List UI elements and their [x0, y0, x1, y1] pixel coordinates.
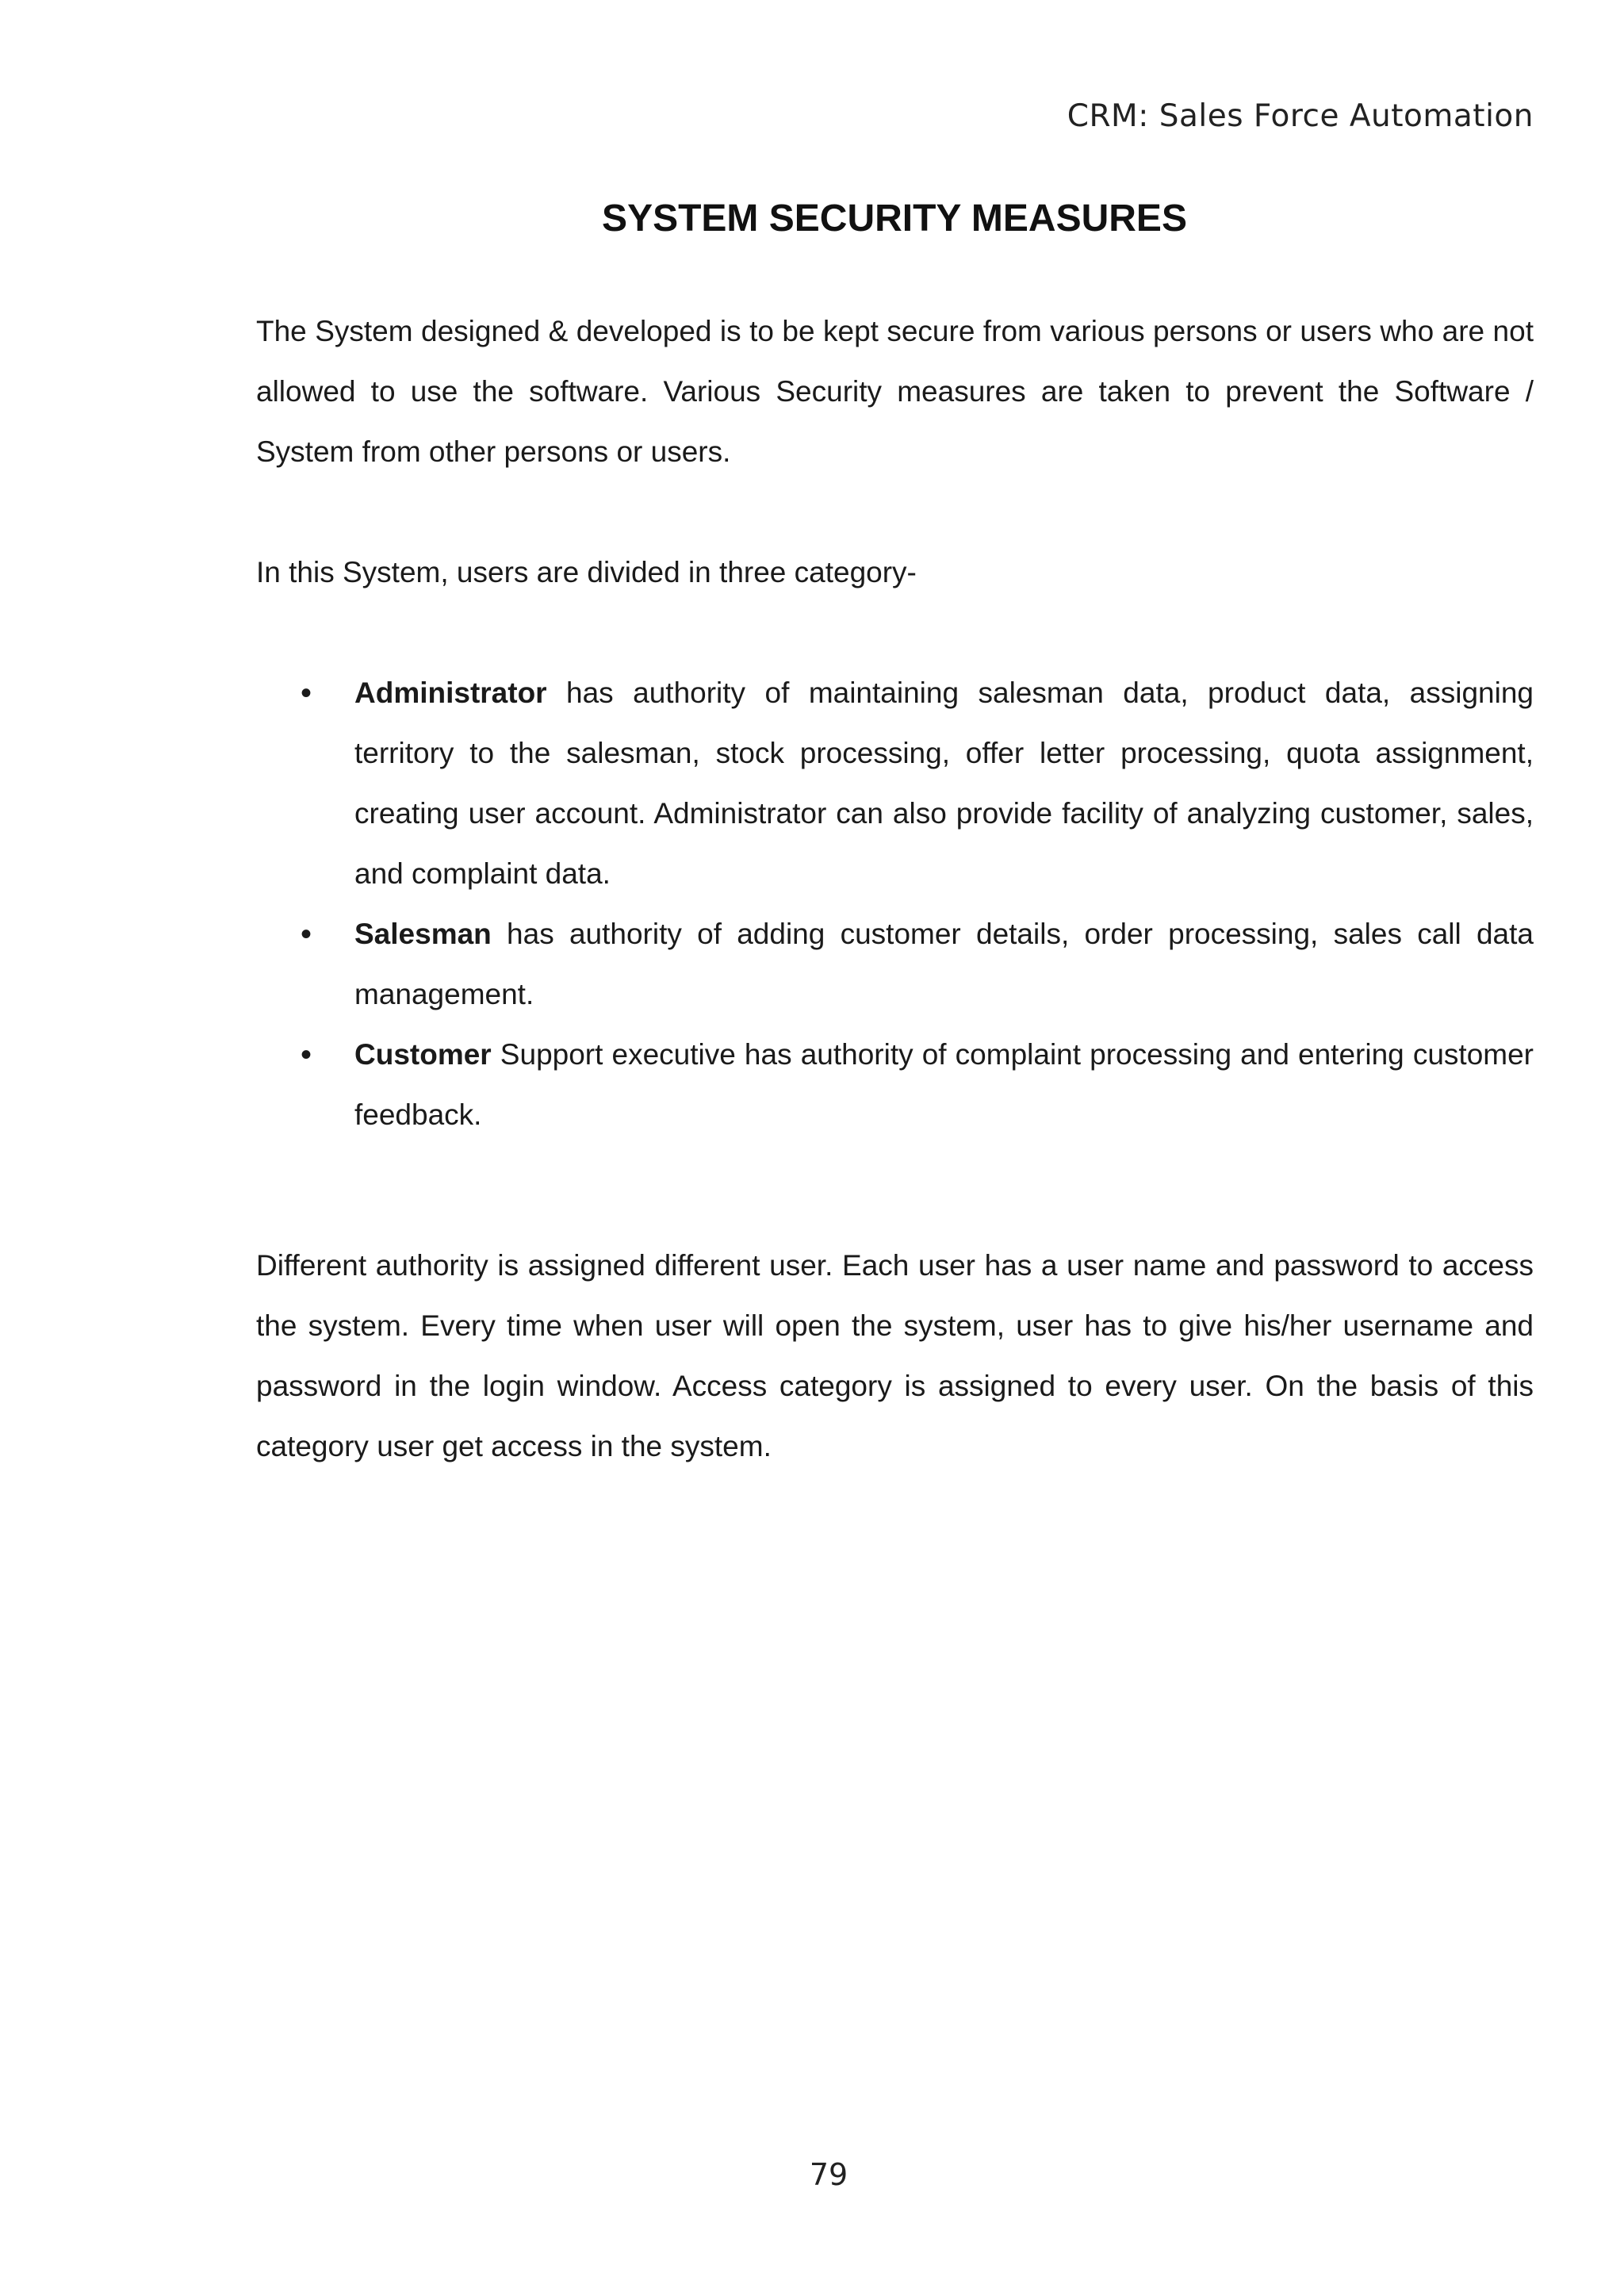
bullet-icon: • [301, 1037, 312, 1072]
page-content [256, 301, 1534, 1477]
role-description: has authority of maintaining salesman data, product data, assigning territory to the salesman, stock processing, offer letter processing, quota assignment, creating user account. Administrator can also provide facility of analyzing customer, sales, and complaint data. [354, 677, 1534, 890]
role-name: Administrator [354, 677, 547, 709]
page-title: SYSTEM SECURITY MEASURES [602, 197, 1187, 240]
bullet-icon: • [301, 676, 312, 711]
role-name: Customer [354, 1038, 492, 1071]
user-category-list [256, 663, 1534, 1145]
category-intro-paragraph: In this System, users are divided in three category- [256, 556, 917, 588]
role-description: Support executive has authority of complaint processing and entering customer feedback. [354, 1038, 1534, 1131]
page-number: 79 [809, 2157, 848, 2192]
role-description: has authority of adding customer details, order processing, sales call data management. [354, 918, 1534, 1010]
bullet-icon: • [301, 917, 312, 952]
list-item-customer [256, 1025, 1534, 1145]
access-paragraph: Different authority is assigned different user. Each user has a user name and password to access the system. Every time when user will open the system, user has to give his/her username and password in the login window. Access category is assigned to every user. On the basis of this category user get access in the system. [256, 1249, 1534, 1462]
running-header: CRM: Sales Force Automation [1067, 98, 1534, 134]
list-item-administrator [256, 663, 1534, 904]
list-item-salesman [256, 904, 1534, 1025]
role-name: Salesman [354, 918, 492, 950]
intro-paragraph: The System designed & developed is to be kept secure from various persons or users who are not allowed to use the software. Various Security measures are taken to prevent the Software / System from other persons or users. [256, 315, 1534, 468]
